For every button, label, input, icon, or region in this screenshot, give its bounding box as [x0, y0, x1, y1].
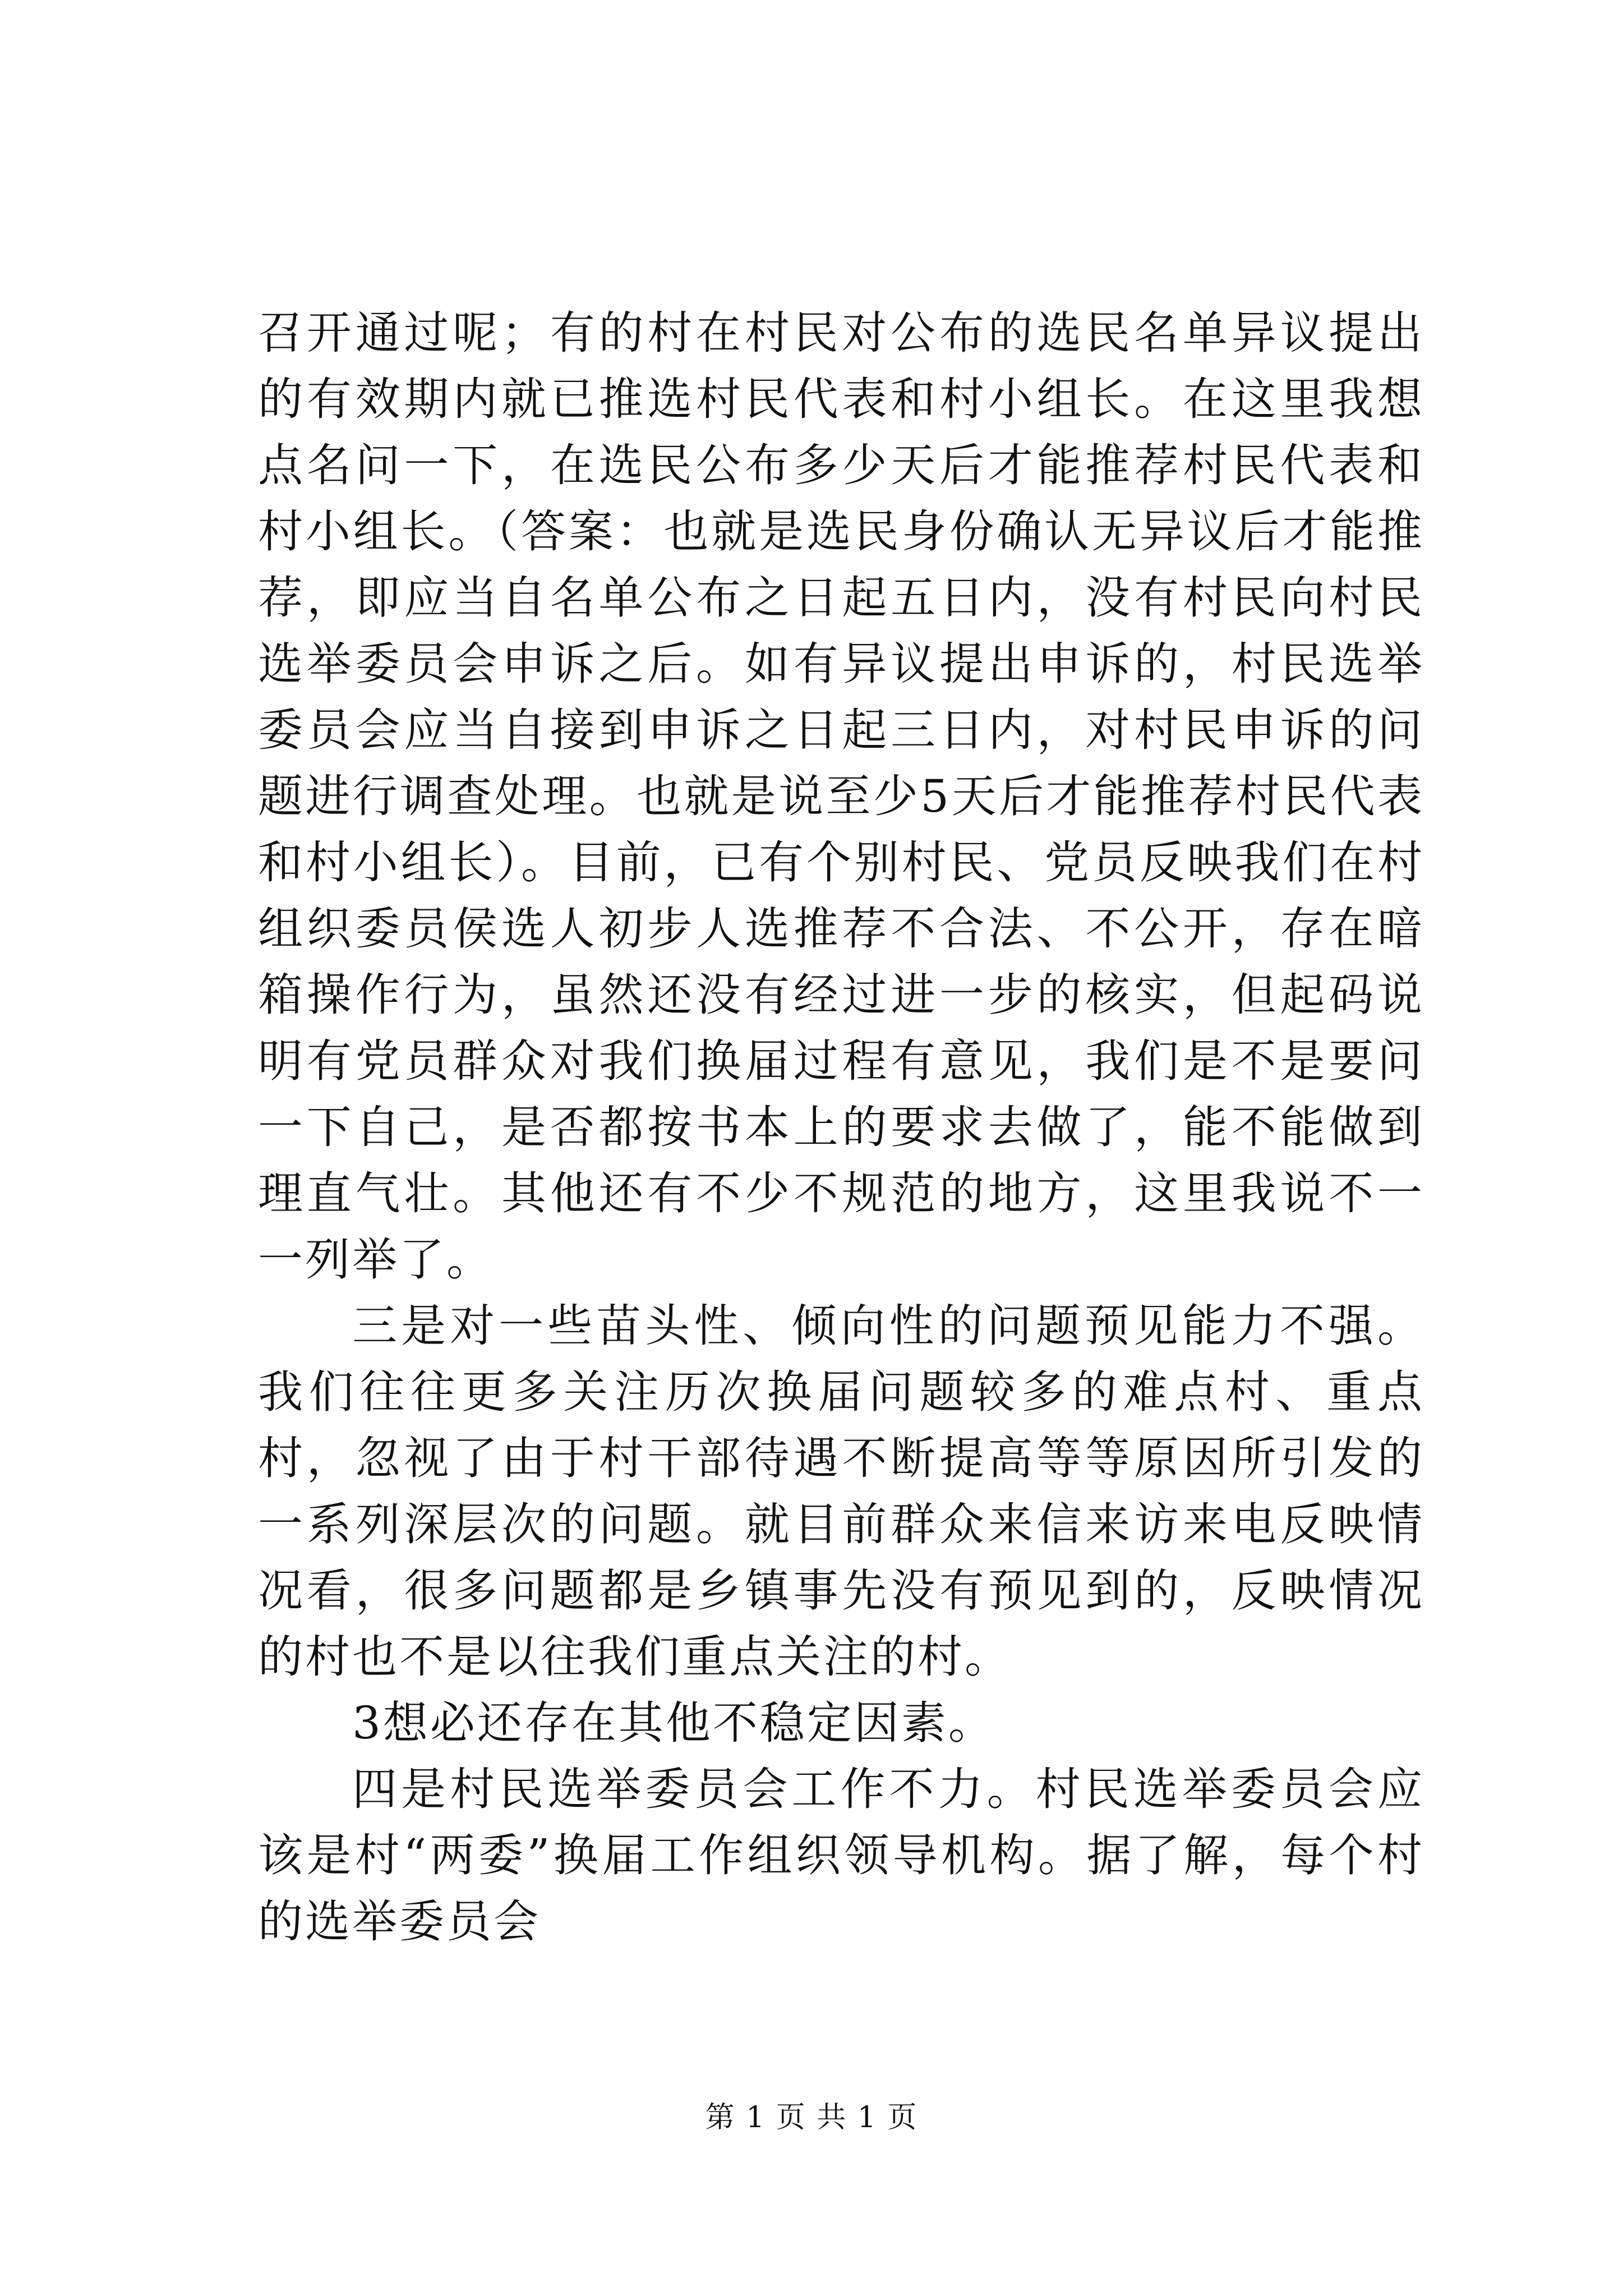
paragraph-point-four: 四是村民选举委员会工作不力。村民选举委员会应该是村“两委”换届工作组织领导机构。据了解，每个村的选举委员会 [258, 1763, 1424, 1948]
page-number-footer: 第 1 页 共 1 页 [705, 2101, 918, 2134]
paragraph-continuation: 召开通过呢；有的村在村民对公布的选民名单异议提出的有效期内就已推选村民代表和村小组长。在这里我想点名问一下，在选民公布多少天后才能推荐村民代表和村小组长。（答案：也就是选民身份确认无异议后才能推荐，即应当自名单公布之日起五日内，没有村民向村民选举委员会申诉之后。如有异议提出申诉的，村民选举委员会应当自接到申诉之日起三日内，对村民申诉的问题进行调查处理。也就是说至少5天后才能推荐村民代表和村小组长）。目前，已有个别村民、党员反映我们在村组织委员侯选人初步人选推荐不合法、不公开，存在暗箱操作行为，虽然还没有经过进一步的核实，但起码说明有党员群众对我们换届过程有意见，我们是不是要问一下自己，是否都按书本上的要求去做了，能不能做到理直气壮。其他还有不少不规范的地方，这里我说不一一列举了。 [258, 307, 1424, 1286]
document-body [258, 300, 1424, 1955]
paragraph-note: 3想必还存在其他不稳定因素。 [352, 1697, 995, 1749]
paragraph-point-three: 三是对一些苗头性、倾向性的问题预见能力不强。我们往往更多关注历次换届问题较多的难点村、重点村，忽视了由于村干部待遇不断提高等等原因所引发的一系列深层次的问题。就目前群众来信来访来电反映情况看，很多问题都是乡镇事先没有预见到的，反映情况的村也不是以往我们重点关注的村。 [258, 1300, 1424, 1683]
